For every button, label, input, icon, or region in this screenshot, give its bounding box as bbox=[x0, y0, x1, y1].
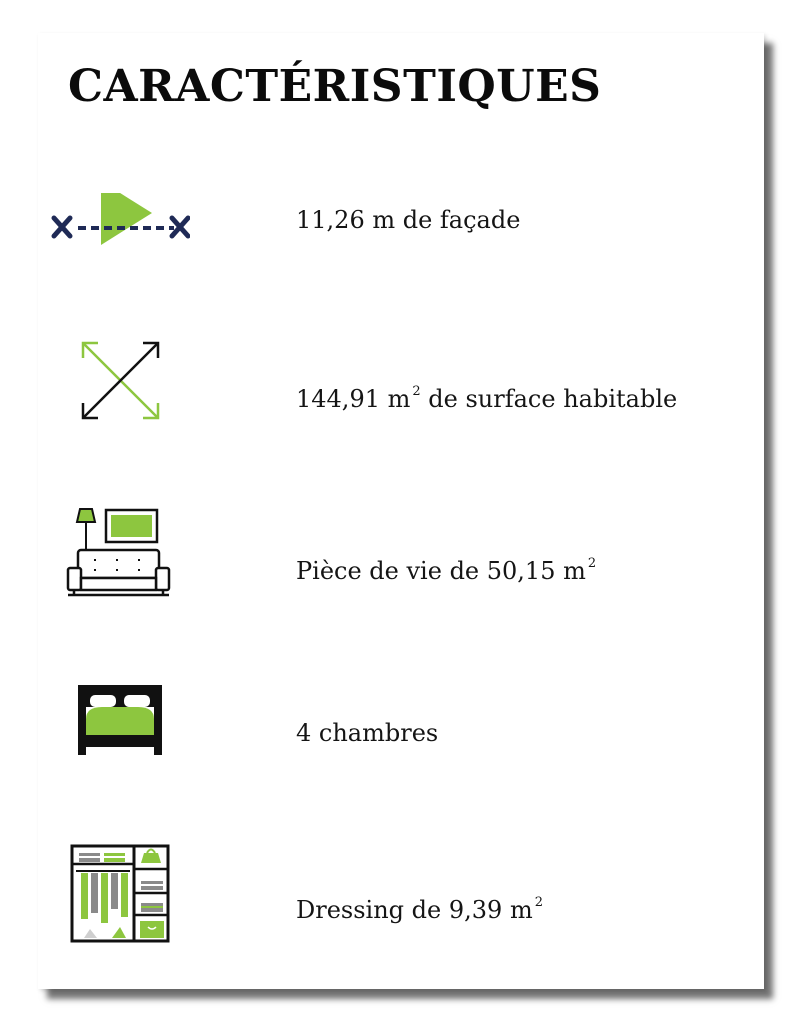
feature-surface-label: 144,91 m $^2$ de surface habitable bbox=[296, 384, 678, 413]
feature-facade bbox=[38, 193, 764, 303]
feature-bedrooms-label: 4 chambres bbox=[296, 719, 439, 747]
wardrobe-icon bbox=[50, 841, 190, 951]
facade-icon bbox=[50, 193, 190, 303]
feature-dressing bbox=[38, 841, 764, 951]
feature-facade-label: 11,26 m de façade bbox=[296, 206, 521, 234]
feature-bedrooms bbox=[38, 673, 764, 783]
feature-living-room-label: Pièce de vie de 50,15 m $^2$ bbox=[296, 556, 597, 585]
feature-surface bbox=[38, 338, 764, 448]
living-room-icon bbox=[50, 503, 190, 613]
page-title: CARACTÉRISTIQUES bbox=[68, 61, 602, 112]
feature-living-room bbox=[38, 503, 764, 613]
bed-icon bbox=[50, 673, 190, 783]
surface-arrows-icon bbox=[50, 338, 190, 448]
features-card bbox=[38, 33, 764, 989]
feature-dressing-label: Dressing de 9,39 m $^2$ bbox=[296, 895, 543, 924]
